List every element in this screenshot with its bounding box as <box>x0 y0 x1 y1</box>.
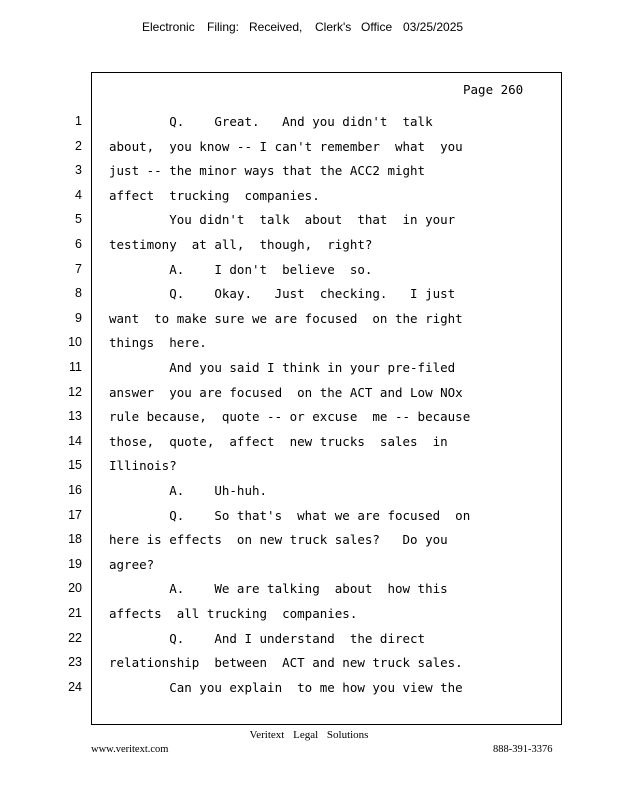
line-number: 7 <box>75 262 82 276</box>
line-text: affects all trucking companies. <box>109 606 358 621</box>
line-number: 19 <box>68 557 82 571</box>
line-number: 15 <box>68 458 82 472</box>
footer-website: www.veritext.com <box>91 744 169 755</box>
line-text: A. We are talking about how this <box>109 581 448 596</box>
header-filing: Filing: <box>207 20 240 34</box>
line-number: 18 <box>68 532 82 546</box>
line-number: 5 <box>75 212 82 226</box>
line-text: affect trucking companies. <box>109 188 320 203</box>
line-text: relationship between ACT and new truck sales. <box>109 655 463 670</box>
line-number: 9 <box>75 311 82 325</box>
line-text: want to make sure we are focused on the right <box>109 311 463 326</box>
line-number: 14 <box>68 434 82 448</box>
line-text: Q. So that's what we are focused on <box>109 508 471 523</box>
line-text: just -- the minor ways that the ACC2 might <box>109 163 426 178</box>
header-electronic: Electronic <box>142 20 195 34</box>
line-number: 20 <box>68 581 82 595</box>
line-number: 13 <box>68 409 82 423</box>
line-number: 8 <box>75 286 82 300</box>
line-text: those, quote, affect new trucks sales in <box>109 434 448 449</box>
line-text: testimony at all, though, right? <box>109 237 373 252</box>
line-text: Illinois? <box>109 458 177 473</box>
line-text: about, you know -- I can't remember what you <box>109 139 463 154</box>
line-number: 22 <box>68 631 82 645</box>
header-received: Received, <box>249 20 303 34</box>
line-number: 4 <box>75 188 82 202</box>
line-number: 12 <box>68 385 82 399</box>
line-number: 17 <box>68 508 82 522</box>
line-number: 11 <box>69 360 82 374</box>
line-text: A. Uh-huh. <box>109 483 268 498</box>
line-text: Q. Great. And you didn't talk <box>109 114 433 129</box>
line-number: 23 <box>68 655 82 669</box>
line-text: Can you explain to me how you view the <box>109 680 463 695</box>
line-text: here is effects on new truck sales? Do you <box>109 532 448 547</box>
line-text: A. I don't believe so. <box>109 262 373 277</box>
line-number: 21 <box>68 606 82 620</box>
line-text: Q. Okay. Just checking. I just <box>109 286 456 301</box>
line-number: 10 <box>68 335 82 349</box>
line-number: 16 <box>68 483 82 497</box>
line-text: agree? <box>109 557 155 572</box>
page-number: Page 260 <box>463 82 524 97</box>
line-number: 6 <box>75 237 82 251</box>
line-number: 24 <box>68 680 82 694</box>
header-office: Office <box>361 20 393 34</box>
header-date: 03/25/2025 <box>403 20 464 34</box>
line-text: And you said I think in your pre-filed <box>109 360 456 375</box>
line-text: things here. <box>109 335 207 350</box>
filing-header <box>0 20 618 38</box>
footer-company: Veritext Legal Solutions <box>249 729 369 741</box>
line-number: 2 <box>75 139 82 153</box>
footer-phone: 888-391-3376 <box>493 744 553 755</box>
line-number: 1 <box>75 114 82 128</box>
line-number: 3 <box>75 163 82 177</box>
line-text: Q. And I understand the direct <box>109 631 426 646</box>
line-text: answer you are focused on the ACT and Low NOx <box>109 385 463 400</box>
line-text: You didn't talk about that in your <box>109 212 456 227</box>
header-clerks: Clerk's <box>315 20 352 34</box>
line-text: rule because, quote -- or excuse me -- because <box>109 409 471 424</box>
